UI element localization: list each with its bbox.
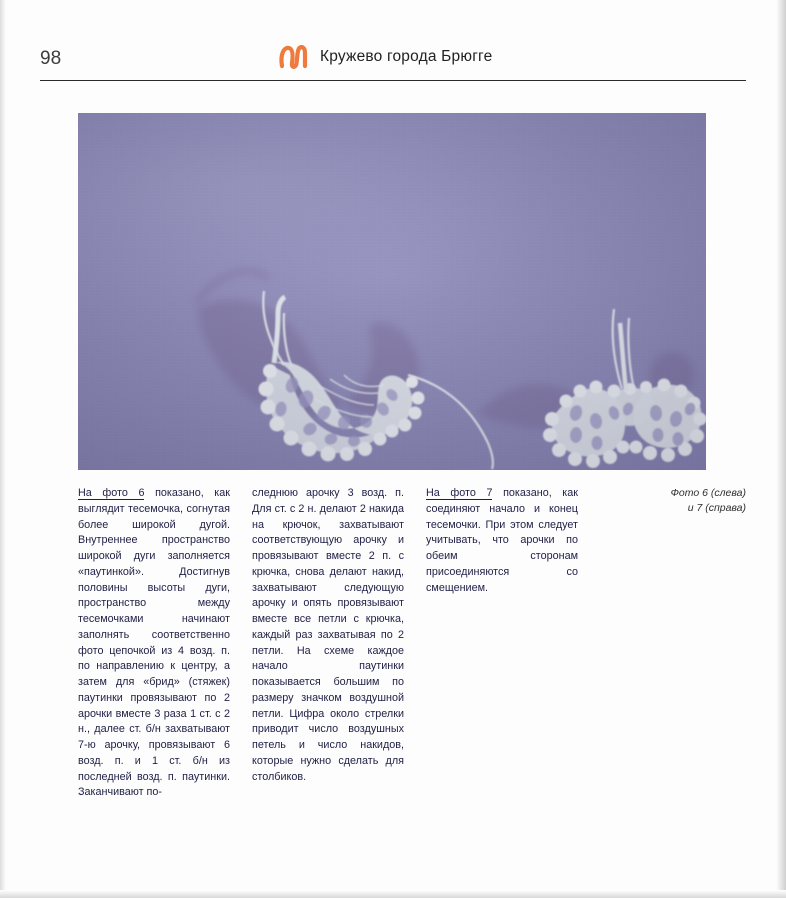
- text-column-1: [78, 486, 230, 801]
- header-center: [278, 44, 492, 70]
- photo-caption-line-1: Фото 6 (слева): [670, 487, 746, 499]
- paragraph-1: [78, 486, 230, 801]
- photo-caption: [590, 486, 746, 516]
- paragraph-3: [426, 486, 578, 596]
- scan-edge-right: [776, 0, 786, 898]
- paragraph-2: [252, 486, 404, 785]
- body-text-columns: [78, 486, 578, 801]
- brugge-lace-logo-icon: [278, 44, 308, 70]
- header-title: Кружево города Брюгге: [320, 48, 493, 65]
- text-column-3: [426, 486, 578, 801]
- column-2-text: следнюю арочку 3 возд. п. Для ст. с 2 н. делают 2 накида на крючок, захватывают соответствующую арочку и провязывают вместе 2 п. с крючка, снова делают накид, захватывают следующую арочку и опять провязывают вместе все петли с крючка, каждый раз захватывая по 2 петли. На схеме каждое начало паутинки показывается большим по размеру значком воздушной петли. Цифра около стрелки приводит число воздушных петель и число накидов, которые нужно сделать для столбиков.: [252, 487, 404, 783]
- lead-phrase-photo-7: На фото 7: [426, 487, 493, 499]
- column-1-text: показано, как выглядит тесемочка, согнутая более широкой дугой. Внутреннее пространство широкой дуги заполняется «паутинкой». Достигнув половины высоты дуги, пространство между тесемочками начинают заполнять соответственно фото цепочкой из 4 возд. п. по направлению к центру, а затем для «брид» (стяжек) паутинки провязывают по 2 арочки вместе 3 раза 1 ст. с 2 н., далее ст. б/н захватывают 7-ю арочку, провязывают 6 возд. п. и 1 ст. б/н из последней возд. п. паутинки. Заканчивают по-: [78, 487, 230, 799]
- page-header: [40, 40, 746, 84]
- header-divider: [40, 80, 746, 81]
- text-column-2: [252, 486, 404, 801]
- scan-edge-left: [0, 0, 6, 898]
- photo-caption-line-2: и 7 (справа): [687, 502, 746, 515]
- photo-vignette: [78, 113, 706, 470]
- scan-edge-bottom: [0, 890, 786, 898]
- crochet-lace-photo: [78, 113, 706, 470]
- column-3-text: показано, как соединяют начало и конец тесемочки. При этом следует учитывать, что арочки по обеим сторонам присоединяются со смещением.: [426, 487, 578, 594]
- lead-phrase-photo-6: На фото 6: [78, 487, 145, 499]
- page-number: 98: [40, 48, 62, 69]
